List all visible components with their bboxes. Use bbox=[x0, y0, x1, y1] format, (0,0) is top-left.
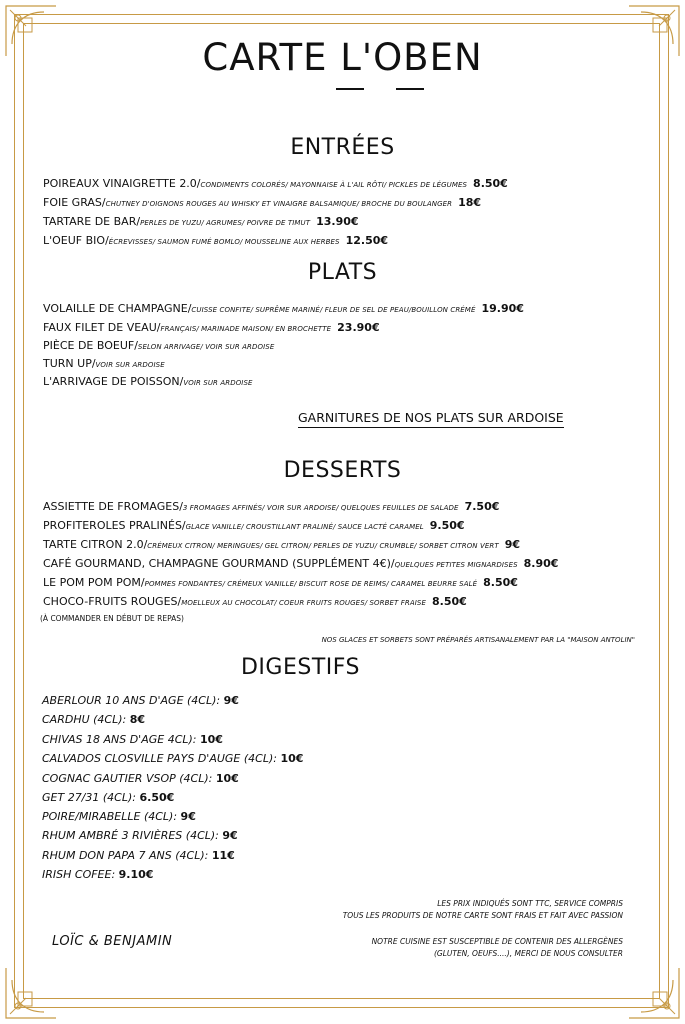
digestif-item: CHIVAS 18 ANS D'AGE 4CL): 10€ bbox=[42, 733, 223, 746]
signature: LOÏC & BENJAMIN bbox=[52, 934, 173, 949]
menu-item: L'OEUF BIO/ÉCREVISSES/ SAUMON FUMÉ BOMLO/ MOUSSELINE AUX HERBES 12.50€ bbox=[43, 234, 389, 247]
section-heading-desserts: DESSERTS bbox=[283, 458, 402, 483]
prix-line: LES PRIX INDIQUÉS SONT TTC, SERVICE COMPRIS bbox=[437, 899, 623, 908]
menu-item: CHOCO-FRUITS ROUGES/MOELLEUX AU CHOCOLAT/ COEUR FRUITS ROUGES/ SORBET FRAISE 8.50€ bbox=[43, 595, 467, 608]
menu-item: TARTARE DE BAR/PERLES DE YUZU/ AGRUMES/ POIVRE DE TIMUT 13.90€ bbox=[43, 215, 359, 228]
title-underline bbox=[396, 88, 424, 90]
menu-item: CAFÉ GOURMAND, CHAMPAGNE GOURMAND (SUPPLÉMENT 4€)/QUELQUES PETITES MIGNARDISES 8.90€ bbox=[43, 557, 559, 570]
digestif-item: ABERLOUR 10 ANS D'AGE (4CL): 9€ bbox=[42, 694, 239, 707]
garnitures-note: GARNITURES DE NOS PLATS SUR ARDOISE bbox=[298, 410, 564, 428]
digestif-item: POIRE/MIRABELLE (4CL): 9€ bbox=[42, 810, 196, 823]
digestif-item: RHUM DON PAPA 7 ANS (4CL): 11€ bbox=[42, 849, 235, 862]
menu-item: PIÈCE DE BOEUF/SELON ARRIVAGE/ VOIR SUR ARDOISE bbox=[43, 339, 275, 352]
title-underline bbox=[336, 88, 364, 90]
order-note: (À COMMANDER EN DÉBUT DE REPAS) bbox=[40, 614, 184, 623]
glaces-note: NOS GLACES ET SORBETS SONT PRÉPARÉS ARTISANALEMENT PAR LA "MAISON ANTOLIN" bbox=[321, 636, 635, 644]
menu-item: FAUX FILET DE VEAU/FRANÇAIS/ MARINADE MAISON/ EN BROCHETTE 23.90€ bbox=[43, 321, 380, 334]
menu-item: FOIE GRAS/CHUTNEY D'OIGNONS ROUGES AU WHISKY ET VINAIGRE BALSAMIQUE/ BROCHE DU BOULANGER 18€ bbox=[43, 196, 482, 209]
section-heading-plats: PLATS bbox=[307, 260, 378, 285]
page-title: CARTE L'OBEN bbox=[202, 36, 483, 79]
prix-note bbox=[343, 898, 623, 922]
menu-item: L'ARRIVAGE DE POISSON/VOIR SUR ARDOISE bbox=[43, 375, 253, 388]
digestif-item: GET 27/31 (4CL): 6.50€ bbox=[42, 791, 175, 804]
corner-ornament-icon bbox=[4, 966, 58, 1020]
corner-ornament-icon bbox=[627, 966, 681, 1020]
digestif-item: CALVADOS CLOSVILLE PAYS D'AUGE (4CL): 10€ bbox=[42, 752, 304, 765]
menu-item: TARTE CITRON 2.0/CRÉMEUX CITRON/ MERINGUES/ GEL CITRON/ PERLES DE YUZU/ CRUMBLE/ SORBET CITRON VERT 9€ bbox=[43, 538, 521, 551]
menu-item: VOLAILLE DE CHAMPAGNE/CUISSE CONFITE/ SUPRÊME MARINÉ/ FLEUR DE SEL DE PEAU/BOUILLON CRÉMÉ 19.90€ bbox=[43, 302, 524, 315]
section-heading-entrees: ENTRÉES bbox=[290, 135, 395, 160]
allergen-line: (GLUTEN, OEUFS....), MERCI DE NOUS CONSULTER bbox=[433, 949, 623, 958]
menu-item: TURN UP/VOIR SUR ARDOISE bbox=[43, 357, 165, 370]
digestif-item: CARDHU (4CL): 8€ bbox=[42, 713, 146, 726]
section-heading-digestifs: DIGESTIFS bbox=[240, 655, 360, 680]
menu-item: PROFITEROLES PRALINÉS/GLACE VANILLE/ CROUSTILLANT PRALINÉ/ SAUCE LACTÉ CARAMEL 9.50€ bbox=[43, 519, 465, 532]
menu-item: LE POM POM POM/POMMES FONDANTES/ CRÉMEUX VANILLE/ BISCUIT ROSE DE REIMS/ CARAMEL BEURRE SALÉ 8.50€ bbox=[43, 576, 518, 589]
digestif-item: IRISH COFEE: 9.10€ bbox=[42, 868, 154, 881]
menu-item: ASSIETTE DE FROMAGES/3 FROMAGES AFFINÉS/ VOIR SUR ARDOISE/ QUELQUES FEUILLES DE SALADE 7.50€ bbox=[43, 500, 500, 513]
digestif-item: RHUM AMBRÉ 3 RIVIÈRES (4CL): 9€ bbox=[42, 829, 238, 842]
allergen-note bbox=[372, 936, 623, 960]
allergen-line: NOTRE CUISINE EST SUSCEPTIBLE DE CONTENIR DES ALLERGÈNES bbox=[371, 937, 623, 946]
menu-item: POIREAUX VINAIGRETTE 2.0/CONDIMENTS COLORÉS/ MAYONNAISE À L'AIL RÔTI/ PICKLES DE LÉGUMES 8.50€ bbox=[43, 177, 508, 190]
prix-line: TOUS LES PRODUITS DE NOTRE CARTE SONT FRAIS ET FAIT AVEC PASSION bbox=[342, 911, 623, 920]
digestif-item: COGNAC GAUTIER VSOP (4CL): 10€ bbox=[42, 772, 239, 785]
